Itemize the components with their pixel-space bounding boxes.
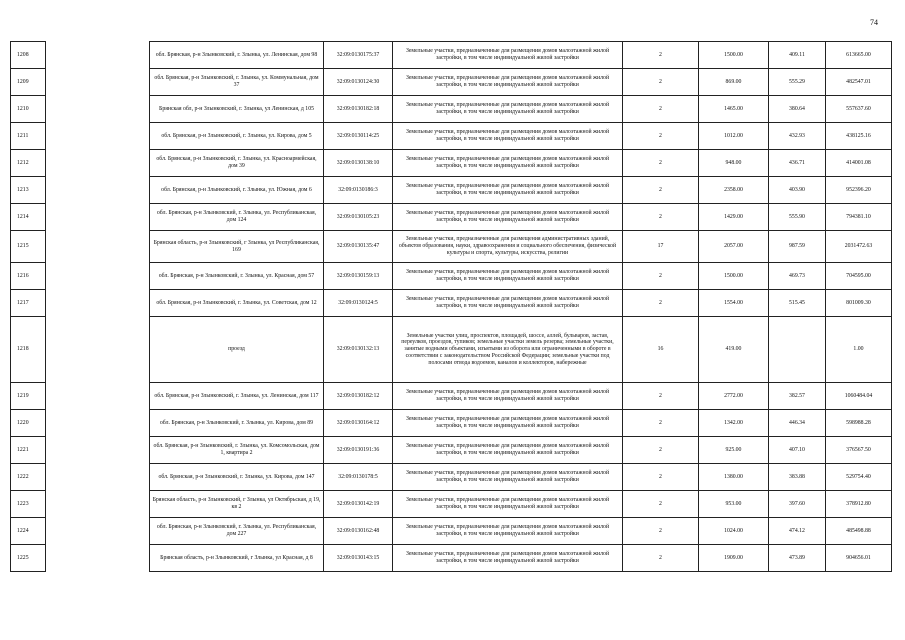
- use-group-cell: 2: [623, 464, 699, 491]
- spacer-cell: [46, 69, 150, 96]
- cadastral-value-cell: 482547.01: [826, 69, 892, 96]
- spacer-cell: [46, 231, 150, 263]
- land-use-cell: Земельные участки, предназначенные для размещения домов малоэтажной жилой застройки, в том числе индивидуальной жилой застройки: [393, 518, 623, 545]
- specific-value-cell: 382.57: [769, 383, 826, 410]
- area-cell: 1500.00: [699, 42, 769, 69]
- table-row: [11, 42, 892, 69]
- use-group-cell: 2: [623, 383, 699, 410]
- row-number: 1217: [11, 290, 46, 317]
- table-row: [11, 464, 892, 491]
- spacer-cell: [46, 383, 150, 410]
- cadastral-value-cell: 1060484.04: [826, 383, 892, 410]
- area-cell: 1012.00: [699, 123, 769, 150]
- land-use-cell: Земельные участки, предназначенные для размещения домов малоэтажной жилой застройки, в том числе индивидуальной жилой застройки: [393, 383, 623, 410]
- cadastral-value-cell: 613665.00: [826, 42, 892, 69]
- cadastral-value-cell: 1.00: [826, 317, 892, 383]
- cadastral-value-cell: 376567.50: [826, 437, 892, 464]
- row-number: 1209: [11, 69, 46, 96]
- row-number: 1220: [11, 410, 46, 437]
- cadastral-value-cell: 801009.30: [826, 290, 892, 317]
- cadastral-value-cell: 557637.60: [826, 96, 892, 123]
- cadastral-number-cell: 32:09:0130162:48: [324, 518, 393, 545]
- address-cell: обл. Брянская, р-н Злынковский, г. Злынка, ул. Ленинская, дом 117: [150, 383, 324, 410]
- table-row: [11, 96, 892, 123]
- page-number: 74: [870, 18, 878, 27]
- specific-value-cell: 555.29: [769, 69, 826, 96]
- cadastral-value-table: [10, 41, 892, 572]
- land-use-cell: Земельные участки, предназначенные для размещения домов малоэтажной жилой застройки, в том числе индивидуальной жилой застройки: [393, 464, 623, 491]
- land-use-cell: Земельные участки, предназначенные для размещения домов малоэтажной жилой застройки, в том числе индивидуальной жилой застройки: [393, 69, 623, 96]
- cadastral-number-cell: 32:09:0130175:37: [324, 42, 393, 69]
- cadastral-value-cell: 378912.80: [826, 491, 892, 518]
- address-cell: Брянская область, р-н Злынковский, г Злынка, ул Красная, д 8: [150, 545, 324, 572]
- spacer-cell: [46, 150, 150, 177]
- spacer-cell: [46, 204, 150, 231]
- address-cell: Брянская область, р-н Злынковский, г Злынка, ул Республиканская, 169: [150, 231, 324, 263]
- row-number: 1225: [11, 545, 46, 572]
- land-use-cell: Земельные участки, предназначенные для размещения домов малоэтажной жилой застройки, в том числе индивидуальной жилой застройки: [393, 263, 623, 290]
- table-row: [11, 437, 892, 464]
- cadastral-number-cell: 32:09:0130135:47: [324, 231, 393, 263]
- address-cell: обл. Брянская, р-н Злынковский, г. Злынка, ул. Кирова, дом 89: [150, 410, 324, 437]
- specific-value-cell: 407.10: [769, 437, 826, 464]
- table-row: [11, 177, 892, 204]
- use-group-cell: 2: [623, 545, 699, 572]
- specific-value-cell: 474.12: [769, 518, 826, 545]
- area-cell: 1342.00: [699, 410, 769, 437]
- spacer-cell: [46, 177, 150, 204]
- address-cell: обл. Брянская, р-н Злынковский, г. Злынка, ул. Красная, дом 57: [150, 263, 324, 290]
- spacer-cell: [46, 518, 150, 545]
- specific-value-cell: 473.89: [769, 545, 826, 572]
- address-cell: проезд: [150, 317, 324, 383]
- land-use-cell: Земельные участки, предназначенные для размещения домов малоэтажной жилой застройки, в том числе индивидуальной жилой застройки: [393, 491, 623, 518]
- area-cell: 1380.00: [699, 464, 769, 491]
- address-cell: обл. Брянская, р-н Злынковский, г. Злынка, ул. Красноармейская, дом 39: [150, 150, 324, 177]
- table-row: [11, 545, 892, 572]
- use-group-cell: 2: [623, 437, 699, 464]
- specific-value-cell: 403.90: [769, 177, 826, 204]
- row-number: 1218: [11, 317, 46, 383]
- cadastral-number-cell: 32:09:0130182:18: [324, 96, 393, 123]
- specific-value-cell: 409.11: [769, 42, 826, 69]
- cadastral-value-cell: 529754.40: [826, 464, 892, 491]
- land-use-cell: Земельные участки, предназначенные для размещения административных зданий, объектов образования, науки, здравоохранения и социального обеспечения, физической культуры и спорта, культуры, искусства, религии: [393, 231, 623, 263]
- spacer-cell: [46, 491, 150, 518]
- row-number: 1221: [11, 437, 46, 464]
- cadastral-number-cell: 32:09:0130124:5: [324, 290, 393, 317]
- row-number: 1216: [11, 263, 46, 290]
- row-number: 1212: [11, 150, 46, 177]
- land-use-cell: Земельные участки, предназначенные для размещения домов малоэтажной жилой застройки, в том числе индивидуальной жилой застройки: [393, 96, 623, 123]
- area-cell: 1909.00: [699, 545, 769, 572]
- specific-value-cell: 446.34: [769, 410, 826, 437]
- cadastral-value-cell: 952396.20: [826, 177, 892, 204]
- specific-value-cell: 432.93: [769, 123, 826, 150]
- use-group-cell: 2: [623, 263, 699, 290]
- land-use-cell: Земельные участки, предназначенные для размещения домов малоэтажной жилой застройки, в том числе индивидуальной жилой застройки: [393, 42, 623, 69]
- spacer-cell: [46, 42, 150, 69]
- row-number: 1214: [11, 204, 46, 231]
- area-cell: 925.00: [699, 437, 769, 464]
- cadastral-number-cell: 32:09:0130132:13: [324, 317, 393, 383]
- table-row: [11, 123, 892, 150]
- specific-value-cell: 397.60: [769, 491, 826, 518]
- specific-value-cell: [769, 317, 826, 383]
- area-cell: 2057.00: [699, 231, 769, 263]
- cadastral-value-cell: 794381.10: [826, 204, 892, 231]
- specific-value-cell: 555.90: [769, 204, 826, 231]
- cadastral-number-cell: 32:09:0130159:13: [324, 263, 393, 290]
- row-number: 1223: [11, 491, 46, 518]
- spacer-cell: [46, 437, 150, 464]
- address-cell: обл. Брянская, р-н Злынковский, г. Злынка, ул. Кирова, дом 147: [150, 464, 324, 491]
- row-number: 1211: [11, 123, 46, 150]
- address-cell: обл. Брянская, р-н Злынковский, г. Злынка, ул. Коммунальная, дом 37: [150, 69, 324, 96]
- table-row: [11, 231, 892, 263]
- spacer-cell: [46, 545, 150, 572]
- cadastral-number-cell: 32:09:0130142:19: [324, 491, 393, 518]
- specific-value-cell: 987.59: [769, 231, 826, 263]
- area-cell: 1024.00: [699, 518, 769, 545]
- address-cell: обл. Брянская, р-н Злынковский, г. Злынка, ул. Республиканская, дом 124: [150, 204, 324, 231]
- cadastral-value-cell: 2031472.63: [826, 231, 892, 263]
- cadastral-number-cell: 32:09:0130182:12: [324, 383, 393, 410]
- specific-value-cell: 515.45: [769, 290, 826, 317]
- cadastral-number-cell: 32:09:0130178:5: [324, 464, 393, 491]
- specific-value-cell: 436.71: [769, 150, 826, 177]
- use-group-cell: 2: [623, 150, 699, 177]
- table-body: [11, 42, 892, 572]
- address-cell: обл. Брянская, р-н Злынковский, г. Злынка, ул. Советская, дом 12: [150, 290, 324, 317]
- address-cell: обл. Брянская, р-н Злынковский, г. Злынка, ул. Комсомольская, дом 1, квартира 2: [150, 437, 324, 464]
- cadastral-number-cell: 32:09:0130186:3: [324, 177, 393, 204]
- area-cell: 1500.00: [699, 263, 769, 290]
- address-cell: Брянская область, р-н Злынковский, г Злынка, ул Октябрьская, д 19, кв 2: [150, 491, 324, 518]
- area-cell: 953.00: [699, 491, 769, 518]
- spacer-cell: [46, 464, 150, 491]
- table-row: [11, 410, 892, 437]
- row-number: 1210: [11, 96, 46, 123]
- spacer-cell: [46, 317, 150, 383]
- use-group-cell: 2: [623, 410, 699, 437]
- table-row: [11, 204, 892, 231]
- land-use-cell: Земельные участки, предназначенные для размещения домов малоэтажной жилой застройки, в том числе индивидуальной жилой застройки: [393, 204, 623, 231]
- area-cell: 1465.00: [699, 96, 769, 123]
- row-number: 1224: [11, 518, 46, 545]
- table-row: [11, 290, 892, 317]
- spacer-cell: [46, 290, 150, 317]
- land-use-cell: Земельные участки, предназначенные для размещения домов малоэтажной жилой застройки, в том числе индивидуальной жилой застройки: [393, 290, 623, 317]
- table-row: [11, 491, 892, 518]
- use-group-cell: 2: [623, 177, 699, 204]
- row-number: 1208: [11, 42, 46, 69]
- land-use-cell: Земельные участки, предназначенные для размещения домов малоэтажной жилой застройки, в том числе индивидуальной жилой застройки: [393, 150, 623, 177]
- row-number: 1215: [11, 231, 46, 263]
- address-cell: обл. Брянская, р-н Злынковский, г. Злынка, ул. Южная, дом 6: [150, 177, 324, 204]
- use-group-cell: 2: [623, 123, 699, 150]
- use-group-cell: 2: [623, 518, 699, 545]
- address-cell: Брянская обл, р-н Злынковский, г. Злынка, ул Ленинская, д 105: [150, 96, 324, 123]
- land-use-cell: Земельные участки улиц, проспектов, площадей, шоссе, аллей, бульваров, застав, переулков, проездов, тупиков; земельные участки земель резерва; земельные участки, занятые водными объектами, изъятыми из оборота или ограниченными в обороте в соответствии с законодательством Российской Федерации; земельные участки под полосами отвода водоемов, каналов и коллекторов, набережные: [393, 317, 623, 383]
- spacer-cell: [46, 263, 150, 290]
- table-row: [11, 150, 892, 177]
- cadastral-number-cell: 32:09:0130143:15: [324, 545, 393, 572]
- cadastral-number-cell: 32:09:0130138:10: [324, 150, 393, 177]
- row-number: 1219: [11, 383, 46, 410]
- use-group-cell: 2: [623, 204, 699, 231]
- cadastral-number-cell: 32:09:0130105:23: [324, 204, 393, 231]
- land-use-cell: Земельные участки, предназначенные для размещения домов малоэтажной жилой застройки, в том числе индивидуальной жилой застройки: [393, 123, 623, 150]
- spacer-cell: [46, 96, 150, 123]
- table-row: [11, 263, 892, 290]
- cadastral-value-cell: 904656.01: [826, 545, 892, 572]
- land-use-cell: Земельные участки, предназначенные для размещения домов малоэтажной жилой застройки, в том числе индивидуальной жилой застройки: [393, 545, 623, 572]
- table-row: [11, 317, 892, 383]
- cadastral-number-cell: 32:09:0130114:25: [324, 123, 393, 150]
- use-group-cell: 16: [623, 317, 699, 383]
- cadastral-number-cell: 32:09:0130164:12: [324, 410, 393, 437]
- table-row: [11, 69, 892, 96]
- use-group-cell: 2: [623, 96, 699, 123]
- cadastral-value-cell: 485498.88: [826, 518, 892, 545]
- area-cell: 2358.00: [699, 177, 769, 204]
- cadastral-number-cell: 32:09:0130124:30: [324, 69, 393, 96]
- land-use-cell: Земельные участки, предназначенные для размещения домов малоэтажной жилой застройки, в том числе индивидуальной жилой застройки: [393, 437, 623, 464]
- cadastral-value-cell: 438125.16: [826, 123, 892, 150]
- spacer-cell: [46, 123, 150, 150]
- area-cell: 869.00: [699, 69, 769, 96]
- area-cell: 2772.00: [699, 383, 769, 410]
- area-cell: 948.00: [699, 150, 769, 177]
- table-row: [11, 383, 892, 410]
- area-cell: 1429.00: [699, 204, 769, 231]
- use-group-cell: 17: [623, 231, 699, 263]
- land-use-cell: Земельные участки, предназначенные для размещения домов малоэтажной жилой застройки, в том числе индивидуальной жилой застройки: [393, 177, 623, 204]
- table-row: [11, 518, 892, 545]
- use-group-cell: 2: [623, 42, 699, 69]
- use-group-cell: 2: [623, 69, 699, 96]
- area-cell: 1554.00: [699, 290, 769, 317]
- area-cell: 419.00: [699, 317, 769, 383]
- cadastral-number-cell: 32:09:0130191:36: [324, 437, 393, 464]
- address-cell: обл. Брянская, р-н Злынковский, г. Злынка, ул. Кирова, дом 5: [150, 123, 324, 150]
- specific-value-cell: 380.64: [769, 96, 826, 123]
- address-cell: обл. Брянская, р-н Злынковский, г. Злынка, ул. Республиканская, дом 227: [150, 518, 324, 545]
- use-group-cell: 2: [623, 290, 699, 317]
- cadastral-value-cell: 704595.00: [826, 263, 892, 290]
- specific-value-cell: 469.73: [769, 263, 826, 290]
- row-number: 1213: [11, 177, 46, 204]
- row-number: 1222: [11, 464, 46, 491]
- cadastral-value-cell: 414001.08: [826, 150, 892, 177]
- use-group-cell: 2: [623, 491, 699, 518]
- address-cell: обл. Брянская, р-н Злынковский, г. Злынка, ул. Ленинская, дом 98: [150, 42, 324, 69]
- cadastral-value-cell: 598988.28: [826, 410, 892, 437]
- land-use-cell: Земельные участки, предназначенные для размещения домов малоэтажной жилой застройки, в том числе индивидуальной жилой застройки: [393, 410, 623, 437]
- spacer-cell: [46, 410, 150, 437]
- specific-value-cell: 383.88: [769, 464, 826, 491]
